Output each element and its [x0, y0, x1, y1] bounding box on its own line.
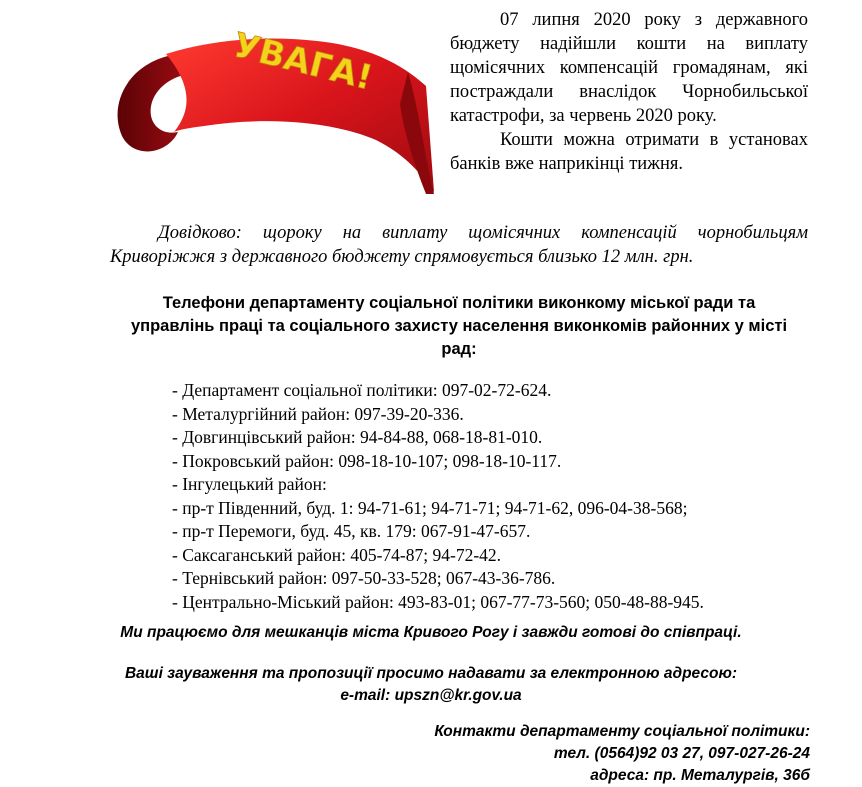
phones-list: [172, 379, 812, 614]
list-item: - Тернівський район: 097-50-33-528; 067-43-36-786.: [172, 568, 556, 588]
contacts-address: адреса: пр. Металургів, 36б: [590, 767, 810, 784]
reference-note: [110, 221, 808, 269]
list-item: - Департамент соціальної політики: 097-02-72-624.: [172, 380, 552, 400]
email-link[interactable]: e-mail: upszn@kr.gov.ua: [340, 687, 522, 704]
list-item: - Саксаганський район: 405-74-87; 94-72-42.: [172, 544, 502, 565]
phones-heading: Телефони департаменту соціальної політики виконкому міської ради та управлінь праці та соціального захисту населення виконкомів районних у місті рад:: [130, 294, 788, 358]
contacts-title: Контакти департаменту соціальної політики:: [434, 723, 810, 740]
banner-text: УВАГА!: [229, 25, 377, 99]
list-item: - Центрально-Міський район: 493-83-01; 067-77-73-560; 050-48-88-945.: [172, 591, 704, 612]
list-item: - Металургійний район: 097-39-20-336.: [172, 403, 464, 424]
motto: Ми працюємо для мешканців міста Кривого Рогу і завжди готові до співпраці.: [120, 624, 742, 641]
proposals: [0, 663, 862, 707]
list-item: - Інгулецький район:: [172, 474, 327, 494]
list-item: - пр-т Південний, буд. 1: 94-71-61; 94-71-71; 94-71-62, 096-04-38-568;: [172, 497, 688, 518]
contacts-phone: тел. (0564)92 03 27, 097-027-26-24: [553, 745, 810, 762]
intro-paragraph: 07 липня 2020 року з державного бюджету надійшли кошти на виплату щомісячних компенсацій громадянам, які постраждали внаслідок Чорнобильської катастрофи, за червень 2020 року.: [450, 10, 808, 126]
list-item: - Довгинцівський район: 94-84-88, 068-18-81-010.: [172, 427, 543, 447]
proposals-text: Ваші зауваження та пропозиції просимо надавати за електронною адресою:: [124, 665, 738, 682]
attention-banner: [108, 4, 438, 200]
list-item: - Покровський район: 098-18-10-107; 098-18-10-117.: [172, 450, 562, 471]
list-item: - пр-т Перемоги, буд. 45, кв. 179: 067-91-47-657.: [172, 521, 531, 541]
intro-paragraph: Кошти можна отримати в установах банків вже наприкінці тижня.: [450, 130, 808, 174]
intro-text: [450, 8, 808, 176]
contacts-block: [310, 721, 810, 787]
reference-text: Довідково: щороку на виплату щомісячних компенсацій чорнобильцям Криворіжжя з державного бюджету спрямовується близько 12 млн. грн.: [110, 223, 808, 267]
